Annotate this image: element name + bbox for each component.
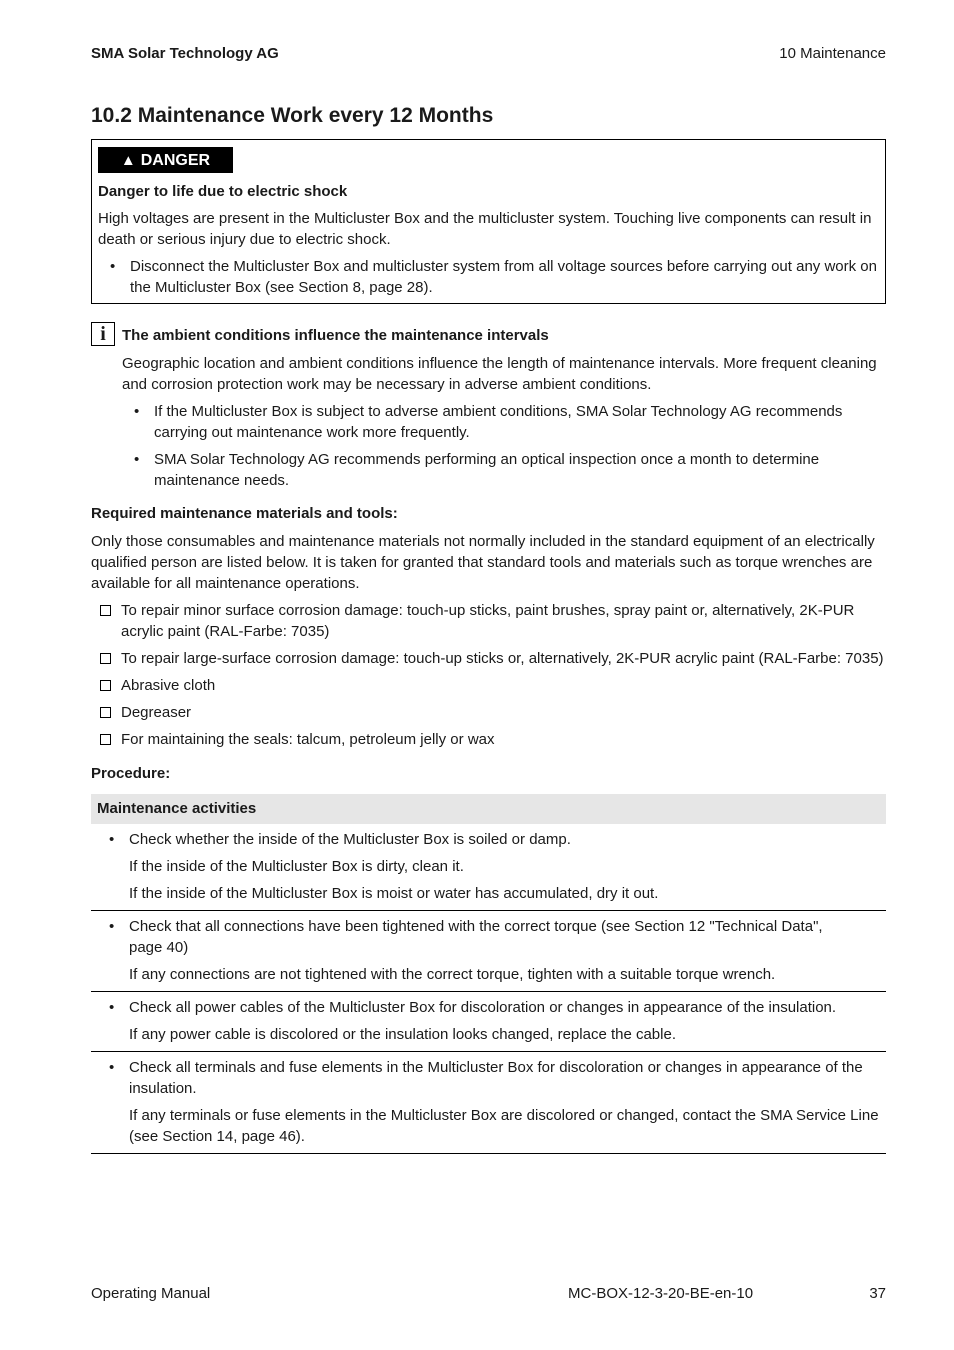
list-item (91, 675, 891, 696)
checkbox-icon (100, 680, 111, 691)
checkbox-icon (100, 605, 111, 616)
info-bullet-text: SMA Solar Technology AG recommends performing an optical inspection once a month to determine maintenance needs. (154, 451, 820, 489)
danger-heading: Danger to life due to electric shock (98, 183, 348, 200)
table-row (91, 1052, 886, 1154)
danger-bullet-text: Disconnect the Multicluster Box and multicluster system from all voltage sources before carrying out any work on the Multicluster Box (see Section 8, page 28). (130, 258, 877, 296)
header-company: SMA Solar Technology AG (91, 45, 279, 62)
bullet-dot: • (109, 1059, 115, 1076)
list-item (91, 648, 891, 669)
info-heading: The ambient conditions influence the maintenance intervals (122, 327, 549, 344)
row-note: If the inside of the Multicluster Box is moist or water has accumulated, dry it out. (129, 885, 659, 902)
table-header: Maintenance activities (91, 794, 886, 824)
checklist-item-text: Degreaser (121, 704, 192, 721)
page-header (91, 43, 886, 65)
table-row (91, 992, 886, 1052)
check-item (91, 916, 886, 958)
bullet-dot: • (134, 451, 140, 468)
check-item (91, 829, 886, 850)
bullet-dot: • (134, 403, 140, 420)
check-item (91, 1057, 886, 1099)
check-text: Check all terminals and fuse elements in the Multicluster Box for discoloration or changes in appearance of the insulation. (129, 1059, 863, 1097)
danger-badge (98, 147, 233, 173)
footer-manual-label: Operating Manual (91, 1285, 211, 1302)
row-note: If the inside of the Multicluster Box is dirty, clean it. (129, 858, 464, 875)
info-icon: i (91, 322, 115, 346)
requirements-heading: Required maintenance materials and tools: (91, 505, 398, 522)
danger-text: High voltages are present in the Multicluster Box and the multicluster system. Touching live components can result in death or serious injury due to electric shock. (98, 210, 872, 248)
list-item (122, 401, 886, 443)
bullet-dot: • (110, 258, 116, 275)
materials-checklist (91, 600, 891, 756)
row-note: If any power cable is discolored or the insulation looks changed, replace the cable. (129, 1026, 676, 1043)
checkbox-icon (100, 653, 111, 664)
list-item (91, 600, 891, 642)
check-text: Check whether the inside of the Multicluster Box is soiled or damp. (129, 831, 571, 848)
page-footer (91, 1283, 886, 1305)
check-text: Check that all connections have been tightened with the correct torque (see Section 12 "Technical Data", page 40) (129, 918, 823, 956)
row-note: If any terminals or fuse elements in the Multicluster Box are discolored or changed, contact the SMA Service Line (see Section 14, page 46). (129, 1107, 879, 1145)
section-title: 10.2 Maintenance Work every 12 Months (91, 104, 494, 127)
row-note: If any connections are not tightened with the correct torque, tighten with a suitable torque wrench. (129, 966, 776, 983)
bullet-dot: • (109, 999, 115, 1016)
footer-doc-id: MC-BOX-12-3-20-BE-en-10 (568, 1285, 754, 1302)
bullet-dot: • (109, 831, 115, 848)
info-bullet-text: If the Multicluster Box is subject to adverse ambient conditions, SMA Solar Technology AG recommends carrying out maintenance work more frequently. (154, 403, 843, 441)
checklist-item-text: To repair minor surface corrosion damage: touch-up sticks, paint brushes, spray paint or, alternatively, 2K-PUR acrylic paint (RAL-Farbe: 7035) (121, 602, 855, 640)
checklist-item-text: To repair large-surface corrosion damage: touch-up sticks or, alternatively, 2K-PUR acrylic paint (RAL-Farbe: 7035) (121, 650, 884, 667)
check-text: Check all power cables of the Multicluster Box for discoloration or changes in appearance of the insulation. (129, 999, 837, 1016)
list-item (122, 449, 886, 491)
checklist-item-text: For maintaining the seals: talcum, petroleum jelly or wax (121, 731, 495, 748)
requirements-text: Only those consumables and maintenance materials not normally included in the standard equipment of an electrically qualified person are listed below. It is taken for granted that standard tools and materials such as torque wrenches are available for all maintenance operations. (91, 533, 875, 592)
list-item (91, 702, 891, 723)
table-row (91, 824, 886, 911)
check-item (91, 997, 886, 1018)
table-row (91, 911, 886, 992)
info-bullet-list (122, 401, 886, 497)
danger-bullet (98, 256, 878, 298)
danger-box (91, 139, 886, 304)
checkbox-icon (100, 707, 111, 718)
danger-badge-label: DANGER (140, 151, 211, 169)
checklist-item-text: Abrasive cloth (121, 677, 216, 694)
list-item (91, 729, 891, 750)
header-chapter: 10 Maintenance (779, 45, 886, 62)
info-text: Geographic location and ambient conditions influence the length of maintenance intervals. More frequent cleaning and corrosion protection work may be necessary in adverse ambient conditions. (122, 355, 877, 393)
warning-triangle-icon: ▲ (120, 151, 136, 169)
bullet-dot: • (109, 918, 115, 935)
footer-page-number: 37 (869, 1285, 886, 1302)
checkbox-icon (100, 734, 111, 745)
procedure-heading: Procedure: (91, 765, 171, 782)
maintenance-table (91, 794, 886, 1154)
